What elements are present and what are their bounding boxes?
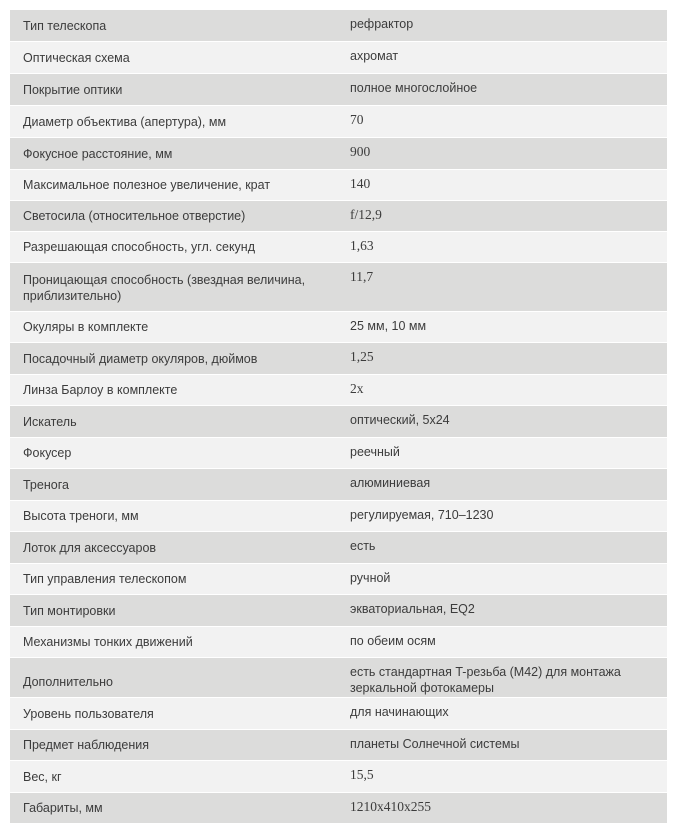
spec-label: Фокусер [23,446,72,460]
spec-value: 25 мм, 10 мм [350,319,427,333]
spec-value: ахромат [350,49,399,63]
spec-value: 15,5 [350,767,374,782]
spec-value: есть [350,539,376,553]
spec-row-accessory-tray [10,532,667,564]
spec-row-telescope-type [10,10,667,42]
spec-value: по обеим осям [350,634,436,648]
spec-row-weight [10,761,667,793]
spec-row-tripod [10,469,667,501]
spec-row-control-type [10,564,667,595]
spec-row-mount-type [10,595,667,627]
spec-row-dimensions [10,793,667,824]
spec-row-slow-motion [10,627,667,658]
spec-value: 900 [350,144,371,159]
spec-row-tripod-height [10,501,667,532]
spec-row-resolution [10,232,667,263]
spec-label: Проницающая способность (звездная величина, приблизительно) [23,273,306,303]
spec-label: Фокусное расстояние, мм [23,147,173,161]
spec-value: 70 [350,112,364,127]
spec-row-focuser [10,438,667,469]
spec-label: Дополнительно [23,675,113,689]
spec-row-observation-target [10,730,667,761]
spec-label: Оптическая схема [23,51,130,65]
spec-value: оптический, 5x24 [350,413,450,427]
spec-row-optical-scheme [10,42,667,74]
spec-label: Уровень пользователя [23,707,154,721]
spec-label: Вес, кг [23,770,62,784]
spec-value: 1,63 [350,238,374,253]
spec-value: 1210x410x255 [350,799,431,814]
spec-label: Линза Барлоу в комплекте [23,383,178,397]
spec-row-eyepieces [10,312,667,343]
spec-row-aperture [10,106,667,138]
spec-label: Лоток для аксессуаров [23,541,157,555]
spec-value: 140 [350,176,371,191]
spec-row-focal-ratio [10,201,667,232]
spec-value: 2x [350,381,364,396]
spec-row-additional [10,658,667,698]
spec-label: Габариты, мм [23,801,103,815]
spec-label: Тип управления телескопом [23,572,187,586]
spec-label: Окуляры в комплекте [23,320,149,334]
spec-label: Покрытие оптики [23,83,123,97]
spec-label: Максимальное полезное увеличение, крат [23,178,271,192]
spec-row-focal-length [10,138,667,170]
spec-value: f/12,9 [350,207,382,222]
spec-value: алюминиевая [350,476,431,490]
spec-label: Предмет наблюдения [23,738,149,752]
spec-row-finder [10,406,667,438]
spec-label: Искатель [23,415,77,429]
spec-value: экваториальная, EQ2 [350,602,475,616]
spec-value: планеты Солнечной системы [350,737,520,751]
spec-label: Светосила (относительное отверстие) [23,209,246,223]
spec-row-coating [10,74,667,106]
specs-table [10,10,667,824]
spec-label: Тип монтировки [23,604,116,618]
spec-label: Тип телескопа [23,19,107,33]
spec-value: полное многослойное [350,81,478,95]
spec-row-limiting-magnitude [10,263,667,312]
spec-value: рефрактор [350,17,414,31]
spec-value: регулируемая, 710–1230 [350,508,494,522]
spec-value: для начинающих [350,705,449,719]
spec-label: Высота треноги, мм [23,509,139,523]
spec-label: Посадочный диаметр окуляров, дюймов [23,352,258,366]
spec-value: 11,7 [350,269,374,284]
spec-value: реечный [350,445,400,459]
spec-row-eyepiece-diameter [10,343,667,375]
spec-value: 1,25 [350,349,374,364]
spec-value: есть стандартная T-резьба (M42) для монтажа зеркальной фотокамеры [350,665,621,695]
spec-row-user-level [10,698,667,730]
spec-label: Тренога [23,478,69,492]
spec-label: Механизмы тонких движений [23,635,193,649]
spec-label: Разрешающая способность, угл. секунд [23,240,255,254]
spec-row-max-magnification [10,170,667,201]
spec-row-barlow [10,375,667,406]
spec-label: Диаметр объектива (апертура), мм [23,115,227,129]
spec-value: ручной [350,571,391,585]
